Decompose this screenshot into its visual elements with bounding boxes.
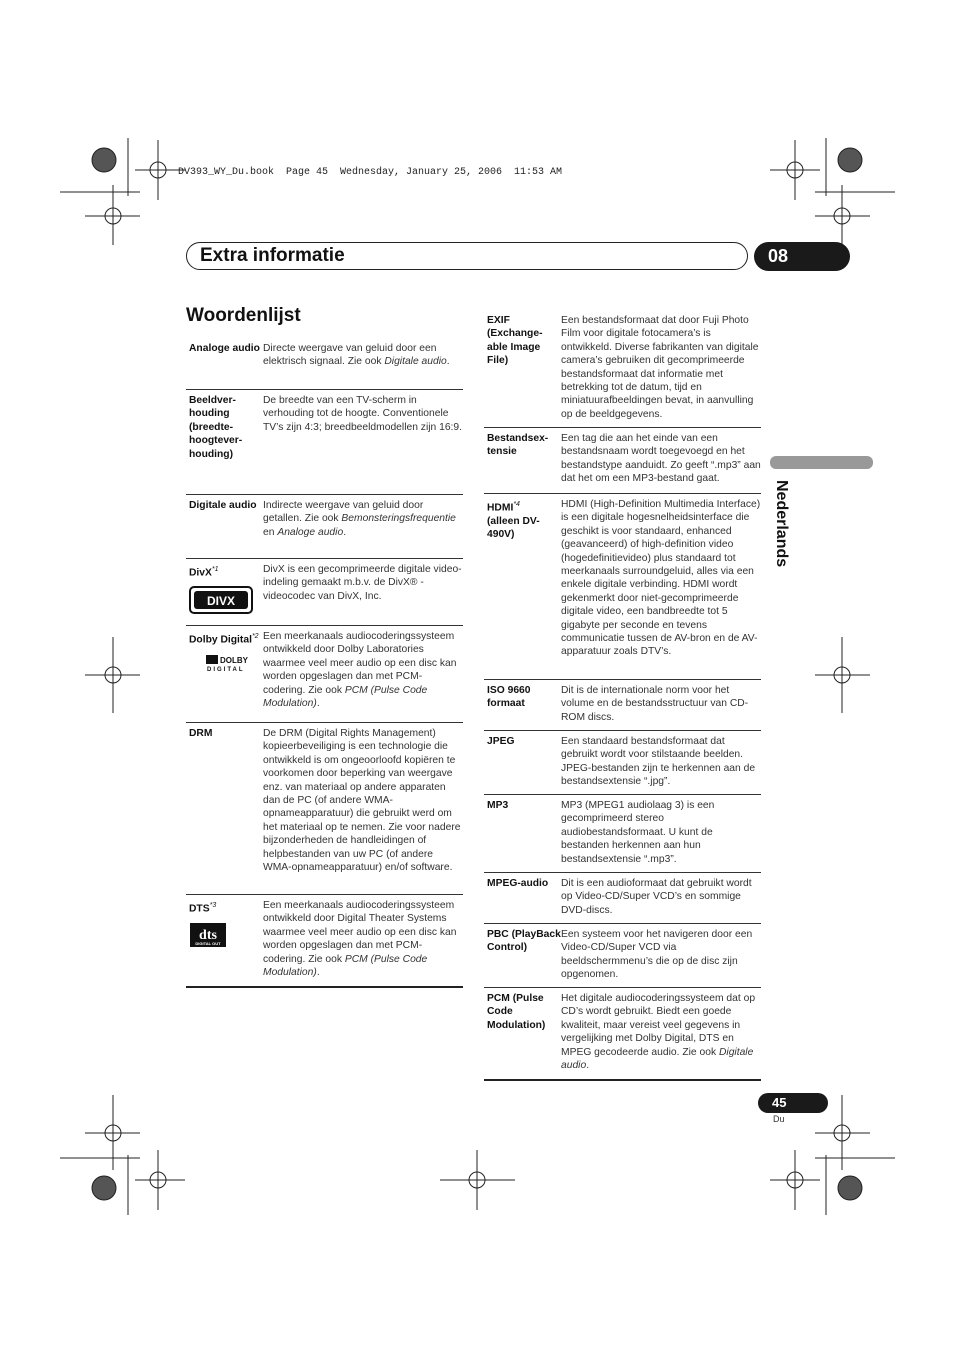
glossary-definition: DivX is een gecomprimeerde digitale video-indeling gemaakt m.b.v. de DivX® -videocodec van DivX, Inc. — [263, 564, 462, 602]
footnote-marker: *4 — [513, 501, 520, 508]
glossary-entry — [484, 873, 761, 924]
glossary-definition: Directe weergave van geluid door een elektrisch signaal. Zie ook Digitale audio. — [263, 343, 450, 368]
glossary-definition: HDMI (High-Definition Multimedia Interface) is een digitale hogesnelheidsinterface die geschikt is voor standaard, enhanced (geavanceerd) of high-definition video (hogedefinitievideo) plus standaard tot meerkanaals surroundgeluid, alles via een enkele digitale verbinding. HDMI wordt gekenmerkt door niet-gecomprimeerde digitale video, een bandbreedte tot 5 gigabyte per seconde en tevens communicatie tussen de AV-bron en de AV-apparatuur zoals DTV’s. — [561, 499, 761, 658]
footnote-marker: *3 — [209, 902, 217, 909]
glossary-term: HDMI$^{*4}$ (alleen DV-490V) — [484, 498, 561, 671]
page-number-badge: 45 — [758, 1093, 828, 1113]
glossary-entry — [484, 731, 761, 795]
print-header-line: DV393_WY_Du.book Page 45 Wednesday, January 25, 2006 11:53 AM — [178, 167, 563, 178]
glossary-term: EXIF (Exchange-able Image File) — [487, 315, 543, 367]
dolby-digital-logo — [205, 653, 255, 673]
dts-logo — [189, 922, 231, 948]
glossary-right-column — [484, 310, 761, 1081]
glossary-term: MPEG-audio — [487, 878, 549, 889]
svg-text:DIVX: DIVX — [206, 593, 236, 608]
glossary-term: Beeldver-houding (breedte-hoogtever-houding) — [189, 395, 243, 460]
glossary-entry — [186, 390, 463, 495]
glossary-entry — [186, 559, 463, 626]
glossary-definition: Een bestandsformaat dat door Fuji Photo Film voor digitale fotocamera’s is ontwikkeld. Diverse fabrikanten van digitale camera’s gebruiken dit gecomprimeerde bestandsformaat dat informatie met betrekking tot de datum, tijd en miniatuurafbeeldingen bevat, in aanvulling op de beeldgegevens. — [561, 315, 759, 420]
glossary-entry — [484, 988, 761, 1081]
glossary-definition: Een standaard bestandsformaat dat gebruikt wordt voor stilstaande beelden. JPEG-bestanden zijn te herkennen aan de bestandsextensie “.jpg”. — [561, 736, 756, 788]
glossary-term: MP3 — [487, 800, 509, 811]
glossary-definition: De breedte van een TV-scherm in verhouding tot de hoogte. Conventionele TV’s zijn 4:3; breedbeeldmodellen zijn 16:9. — [263, 395, 463, 433]
glossary-definition: Het digitale audiocoderingssysteem dat op CD’s wordt gebruikt. Biedt een goede kwaliteit, maar vereist veel gegevens in vergelijking met Dolby Digital, DTS en MPEG gecodeerde audio. Zie ook Digitale audio. — [561, 993, 756, 1072]
glossary-entry — [484, 795, 761, 873]
glossary-definition: Dit is een audioformaat dat gebruikt wordt op Video-CD/Super VCD’s en sommige DVD-discs. — [561, 878, 752, 916]
glossary-term: Dolby Digital$^{*2}$ DOLBY DIGITAL — [189, 633, 259, 673]
glossary-definition: Een meerkanaals audiocoderingssysteem ontwikkeld door Digital Theater Systems waarmee veel meer audio op een disc kan worden opgeslagen dan met PCM-codering. Zie ook PCM (Pulse Code Modulation). — [263, 900, 457, 979]
glossary-term: DTS$^{*3}$ dts DIGITAL OUT — [186, 899, 263, 978]
svg-text:DOLBY: DOLBY — [220, 655, 248, 665]
glossary-term: Analoge audio — [189, 343, 260, 354]
glossary-term: ISO 9660 formaat — [487, 685, 531, 710]
glossary-term: PBC (PlayBack Control) — [487, 929, 561, 954]
glossary-term-note: (alleen DV-490V) — [487, 515, 540, 541]
footnote-marker: *2 — [251, 633, 259, 640]
page-title: Woordenlijst — [186, 305, 301, 326]
glossary-definition: Indirecte weergave van geluid door getallen. Zie ook Bemonsteringsfrequentie en Analoge audio. — [263, 500, 456, 538]
glossary-entry — [186, 495, 463, 559]
glossary-definition: MP3 (MPEG1 audiolaag 3) is een gecomprimeerd stereo audiobestandsformaat. U kunt de bestanden herkennen aan hun bestandsextensie “.mp3”. — [561, 800, 715, 865]
glossary-term: Bestandsex-tensie — [487, 433, 549, 458]
glossary-definition: De DRM (Digital Rights Management) kopieerbeveiliging is een technologie die ontwikkeld is om ongeoorloofd kopiëren te voorkomen door beperking van weergave enz. van materiaal op andere apparaten dan de PC (of andere WMA-opnameapparatuur) die gebruikt werd om het materiaal op te nemen. Zie voor nadere bijzonderheden de handleidingen of helpbestanden van uw PC (of andere WMA-opnameapparatuur) en/of software. — [263, 728, 461, 874]
glossary-term: DivX$^{*1}$ DIVX — [186, 563, 263, 617]
svg-text:dts: dts — [199, 927, 217, 943]
glossary-entry — [484, 428, 761, 494]
glossary-term: JPEG — [487, 736, 515, 747]
glossary-term: PCM (Pulse Code Modulation) — [487, 993, 546, 1031]
glossary-entry — [186, 895, 463, 988]
glossary-entry — [186, 338, 463, 390]
glossary-term: Digitale audio — [189, 500, 257, 511]
glossary-entry — [484, 924, 761, 988]
svg-text:DIGITAL OUT: DIGITAL OUT — [195, 940, 221, 946]
language-tab-bar — [770, 456, 873, 469]
glossary-definition: Een systeem voor het navigeren door een Video-CD/Super VCD via beeldschermmenu’s die op de disc zijn opgenomen. — [561, 929, 753, 981]
divx-logo — [189, 586, 253, 614]
glossary-entry — [484, 310, 761, 428]
glossary-entry — [186, 723, 463, 895]
footnote-marker: *1 — [211, 566, 219, 573]
side-language-label: Nederlands — [773, 480, 790, 568]
chapter-number-badge: 08 — [754, 242, 850, 271]
glossary-term: DRM — [189, 728, 213, 739]
page-language-code: Du — [773, 1114, 785, 1124]
glossary-left-column — [186, 338, 463, 988]
section-title: Extra informatie — [200, 245, 345, 266]
glossary-entry — [484, 494, 761, 680]
glossary-definition: Een meerkanaals audiocoderingssysteem ontwikkeld door Dolby Laboratories waarmee veel meer audio op een disc kan worden opgeslagen dan met PCM-codering. Zie ook PCM (Pulse Code Modulation). — [263, 631, 457, 710]
glossary-entry — [186, 626, 463, 723]
svg-text:DIGITAL: DIGITAL — [207, 666, 245, 673]
glossary-definition: Dit is de internationale norm voor het volume en de bestandsstructuur van CD-ROM discs. — [561, 685, 749, 723]
glossary-entry — [484, 680, 761, 731]
glossary-definition: Een tag die aan het einde van een bestandsnaam wordt toegevoegd en het bestandstype aanduidt. Zo geeft “.mp3” aan dat het om een MP3-bestand gaat. — [561, 433, 761, 485]
